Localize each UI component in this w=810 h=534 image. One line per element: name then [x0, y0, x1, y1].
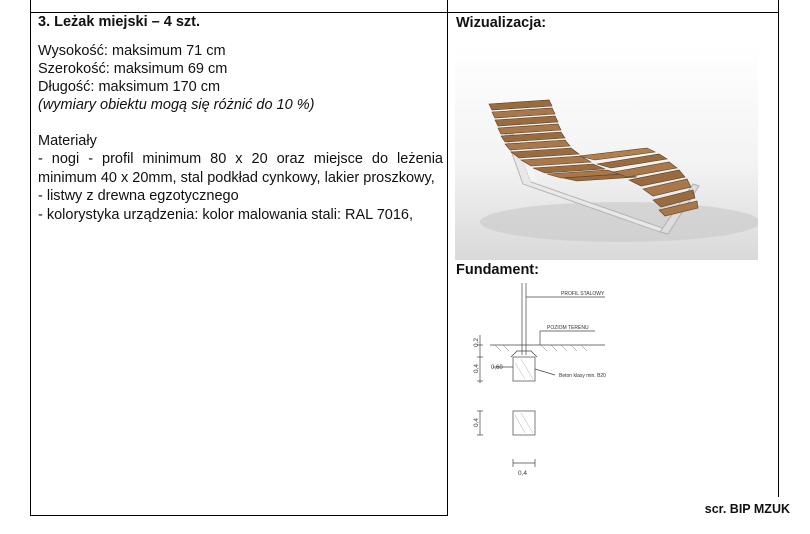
materials-color: - kolorystyka urządzenia: kolor malowania stali: RAL 7016, — [38, 206, 414, 223]
item-title: 3. Leżak miejski – 4 szt. — [38, 14, 201, 30]
label-ground-level: POZIOM TERENU — [547, 325, 589, 331]
table-middle-border — [447, 0, 448, 516]
label-dim-02: 0,2 — [473, 337, 480, 347]
label-concrete: Beton klasy min. B20 — [559, 373, 606, 379]
source-credit: scr. BIP MZUK — [704, 502, 790, 516]
materials-legs: - nogi - profil minimum 80 x 20 oraz miejsce do leżenia minimum 40 x 20mm, stal podkład cynkowy, lakier proszkowy, — [38, 151, 443, 186]
materials-wood: - listwy z drewna egzotycznego — [38, 188, 239, 204]
label-dim-04-c: 0,4 — [518, 470, 528, 477]
table-row-border-top — [30, 12, 779, 13]
specification-cell — [38, 14, 443, 224]
width-spec: Szerokość: maksimum 69 cm — [38, 61, 228, 77]
table-left-border — [30, 0, 31, 516]
foundation-heading: Fundament: — [456, 262, 539, 278]
label-dim-060: 0,60 — [491, 365, 503, 371]
tolerance-note: (wymiary obiektu mogą się różnić do 10 %) — [38, 97, 315, 113]
length-spec: Długość: maksimum 170 cm — [38, 79, 221, 95]
materials-heading: Materiały — [38, 133, 97, 149]
visualization-heading: Wizualizacja: — [456, 15, 547, 31]
lounger-photo — [455, 44, 758, 260]
table-right-border — [778, 0, 779, 497]
height-spec: Wysokość: maksimum 71 cm — [38, 43, 226, 59]
foundation-drawing — [455, 283, 630, 478]
label-profile: PROFIL STALOWY — [561, 291, 605, 297]
label-dim-04-a: 0,4 — [473, 363, 480, 373]
table-bottom-border — [30, 515, 448, 516]
label-dim-04-b: 0,4 — [473, 417, 480, 427]
